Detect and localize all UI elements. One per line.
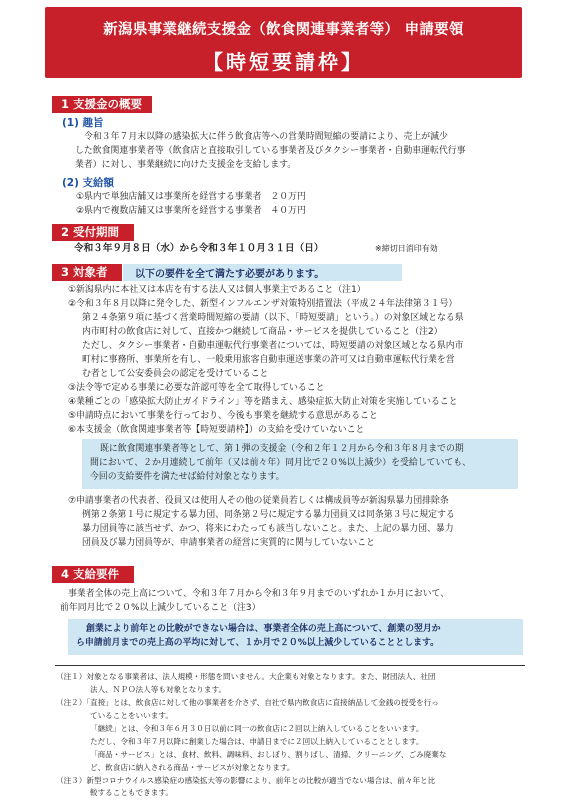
eligibility-line-14: 暴力団員等に該当せず、かつ、将来にわたっても該当しないこと。また、上記の暴力団、暴力 [82, 524, 454, 534]
info-box-line-2: 間において、２か月連続して前年（又は前々年）同月比で２０%以上減少）を受給していても、 [90, 458, 472, 468]
purpose-line-1: 令和３年７月末以降の感染拡大に伴う飲食店等への営業時間短縮の要請により、売上が減少 [84, 132, 448, 142]
note-1-line-1: （注１）対象となる事業者は、法人規模・形態を問いません。大企業も対象となります。また、財団法人、社団 [56, 672, 436, 681]
eligibility-line-3: 第２４条第９項に基づく営業時間短縮の要請（以下、「時短要請」という。）の対象区域となる県 [82, 313, 464, 323]
note-2-line-6: ど、飲食店に納入される商品・サービスが対象となります。 [90, 763, 295, 772]
first-round-info-box [82, 439, 518, 489]
amount-line-2: ②県内で複数店舗又は事業所を経営する事業者 ４０万円 [76, 206, 306, 216]
section-1-heading: 1 支援金の概要 [52, 96, 152, 113]
note-2-line-4: ただし、令和３年７月以降に創業した場合は、申請日までに２回以上納入していることとします。 [90, 737, 424, 746]
note-3-line-1: （注３）新型コロナウイルス感染症の感染拡大等の影響により、前年との比較が適当でない場合は、前々年と比 [56, 776, 436, 785]
note-2-line-1: （注２）「直接」とは、飲食店に対して他の事業者を介さず、自社で県内飲食店に直接納品して金銭の授受を行っ [56, 698, 439, 707]
purpose-line-3: 業者）に対し、事業継続に向けた支援金を支給します。 [75, 160, 297, 170]
note-2-line-5: 「商品・サービス」とは、食材、飲料、調味料、おしぼり、割りばし、清掃、クリーニング、ごみ廃棄な [90, 750, 447, 759]
section-1-sub-amount: (2) 支給額 [62, 177, 115, 189]
startup-info-box [68, 619, 523, 655]
info-box-line-3: 今回の支給要件を満たせば給付対象となります。 [90, 472, 285, 482]
requirement-banner-text: 以下の要件を全て満たす必要があります。 [135, 269, 325, 280]
startup-box-line-2: ら申請前月までの売上高の平均に対して、１か月で２０%以上減少していることとします。 [76, 638, 439, 648]
eligibility-line-13: 例第２条第１号に規定する暴力団、同条第２号に規定する暴力団員又は同条第３号に規定する [82, 510, 455, 520]
condition-line-1: 事業者全体の売上高について、令和３年７月から令和３年９月までのいずれか１か月において、 [68, 589, 450, 599]
section-4-heading: 4 支給要件 [52, 566, 134, 583]
eligibility-line-7: む者として公安委員会の認定を受けていること [82, 369, 269, 379]
eligibility-line-9: ④業種ごとの「感染拡大防止ガイドライン」等を踏まえ、感染症拡大防止対策を実施していること [68, 397, 458, 407]
startup-box-line-1: 創業により前年との比較ができない場合は、事業者全体の売上高について、創業の翌月か [86, 624, 441, 634]
eligibility-line-1: ①新潟県内に本社又は本店を有する法人又は個人事業主であること（注1） [68, 285, 366, 295]
section-1-sub-purpose: (1) 趣旨 [62, 117, 104, 129]
note-3-line-2: 較することもできます。 [90, 788, 173, 797]
info-box-line-1: 既に飲食関連事業者等として、第１弾の支援金（令和２年１２月から令和３年８月までの期 [100, 444, 464, 454]
note-1-line-2: 法人、ＮＰＯ法人等も対象となります。 [90, 685, 227, 694]
section-3-heading: 3 対象者 [52, 264, 122, 281]
deadline-note: ※締切日消印有効 [375, 244, 438, 253]
eligibility-line-10: ⑤申請時点において事業を行っており、今後も事業を継続する意思があること [68, 411, 378, 421]
amount-line-1: ①県内で単独店舗又は事業所を経営する事業者 ２０万円 [76, 192, 306, 202]
note-2-line-2: ていることをいいます。 [90, 711, 173, 720]
eligibility-line-8: ③法令等で定める事業に必要な許認可等を全て取得していること [68, 383, 325, 393]
note-2-line-3: 「継続」とは、令和３年６月３０日以前に同一の飲食店に２回以上納入していることをいいます。 [90, 724, 424, 733]
condition-line-2: 前年同月比で２０%以上減少していること（注3） [60, 603, 261, 613]
eligibility-line-4: 内市町村の飲食店に対して、直接かつ継続して商品・サービスを提供していること（注2） [82, 327, 443, 337]
eligibility-line-5: ただし、タクシー事業者・自動車運転代行事業者については、時短要請の対象区域となる県内市 [82, 341, 464, 351]
notes-divider [55, 665, 525, 666]
eligibility-line-2: ②令和３年８月以降に発令した、新型インフルエンザ対策特別措置法（平成２４年法律第３１号） [68, 299, 458, 309]
eligibility-line-12: ⑦申請事業者の代表者、役員又は使用人その他の従業員若しくは構成員等が新潟県暴力団排除条 [68, 496, 449, 506]
eligibility-line-6: 町村に事務所、事業所を有し、一般乗用旅客自動車運送事業の許可又は自動車運転代行業を営 [82, 355, 455, 365]
eligibility-line-15: 団員及び暴力団員等が、申請事業者の経営に実質的に関与していないこと [82, 538, 375, 548]
reception-period: 令和３年９月８日（水）から令和３年１０月３１日（日） [74, 243, 324, 254]
purpose-line-2: した飲食関連事業者等（飲食店と直接取引している事業者及びタクシー事業者・自動車運転代行事 [75, 146, 466, 156]
eligibility-line-11: ⑥本支援金（飲食関連事業者等【時短要請枠】）の支給を受けていないこと [68, 425, 365, 435]
section-2-heading: 2 受付期間 [52, 224, 134, 241]
document-title: 新潟県事業継続支援金（飲食関連事業者等） 申請要領 [103, 22, 464, 38]
title-banner [45, 7, 522, 78]
document-subtitle: 【時短要請枠】 [203, 50, 364, 74]
requirement-banner [123, 264, 402, 281]
